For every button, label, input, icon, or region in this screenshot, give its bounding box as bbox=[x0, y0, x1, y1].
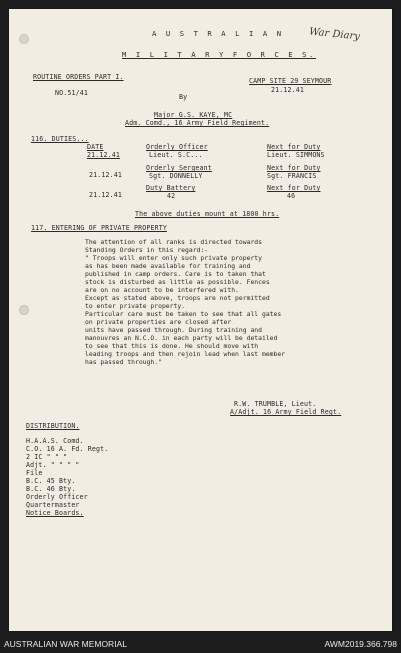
distribution-heading: DISTRIBUTION. bbox=[26, 422, 80, 430]
archive-footer bbox=[0, 633, 401, 653]
section-117-heading: 117. ENTERING OF PRIVATE PROPERTY bbox=[31, 224, 167, 232]
next-duty-name-2: Sgt. FRANCIS bbox=[267, 172, 317, 180]
orderly-sergeant-label: Orderly Sergeant bbox=[146, 164, 212, 172]
signature-role: A/Adjt. 16 Army Field Regt. bbox=[230, 408, 342, 416]
distribution-item: Adjt. " " " " bbox=[26, 461, 80, 469]
body-line: The attention of all ranks is directed towards bbox=[85, 238, 262, 246]
by-label: By bbox=[179, 93, 188, 101]
body-line: stock is disturbed as little as possible. Fences bbox=[85, 278, 270, 286]
mount-note: The above duties mount at 1800 hrs. bbox=[135, 210, 280, 218]
body-line: manouvres an N.C.O. in each party will be detailed bbox=[85, 334, 278, 342]
distribution-item: File bbox=[26, 469, 43, 477]
body-line: has passed through." bbox=[85, 358, 162, 366]
body-line: are on no account to be interfered with. bbox=[85, 286, 239, 294]
duties-date-value: 21.12.41 bbox=[87, 151, 120, 159]
punch-hole bbox=[19, 305, 29, 315]
body-line: as has been made available for training and bbox=[85, 262, 251, 270]
duty-battery-label: Duty Battery bbox=[146, 184, 196, 192]
body-line: Except as stated above, troops are not permitted bbox=[85, 294, 270, 302]
body-line: leading troops and then rejoin lead when last member bbox=[85, 350, 286, 358]
next-duty-label-2: Next for Duty bbox=[267, 164, 321, 172]
next-duty-label-3: Next for Duty bbox=[267, 184, 321, 192]
handwritten-note: War Diary bbox=[308, 26, 361, 43]
next-duty-value-3: 46 bbox=[287, 192, 296, 200]
body-line: to enter private property. bbox=[85, 302, 186, 310]
row-3-date: 21.12.41 bbox=[89, 191, 122, 199]
orderly-officer-label: Orderly Officer bbox=[146, 143, 208, 151]
signature-name: R.W. TRUMBLE, Lieut. bbox=[234, 400, 317, 408]
orderly-officer-name: Lieut. S.C... bbox=[149, 151, 203, 159]
distribution-item: Quartermaster bbox=[26, 501, 80, 509]
row-2-date: 21.12.41 bbox=[89, 171, 122, 179]
title-line-2: M I L I T A R Y F O R C E S. bbox=[122, 50, 316, 59]
distribution-item: Orderly Officer bbox=[26, 493, 88, 501]
camp-location: CAMP SITE 29 SEYMOUR bbox=[249, 77, 332, 85]
officer-role: Adm. Comd., 16 Army Field Regiment. bbox=[125, 119, 270, 127]
next-duty-name-1: Lieut. SIMMONS bbox=[267, 151, 325, 159]
distribution-item: Notice Boards. bbox=[26, 509, 84, 517]
next-duty-label-1: Next for Duty bbox=[267, 143, 321, 151]
distribution-item: 2 IC " " " bbox=[26, 453, 68, 461]
punch-hole bbox=[19, 34, 29, 44]
body-line: to see that this is done. He should move with bbox=[85, 342, 259, 350]
order-number: NO.51/41 bbox=[55, 89, 88, 97]
duties-date-header: DATE bbox=[87, 143, 104, 151]
routine-orders-heading: ROUTINE ORDERS PART I. bbox=[33, 73, 124, 81]
body-line: on private properties are closed after bbox=[85, 318, 232, 326]
body-line: " Troops will enter only such private property bbox=[85, 254, 262, 262]
footer-archive-name: AUSTRALIAN WAR MEMORIAL bbox=[4, 639, 127, 649]
body-line: Particular care must be taken to see that all gates bbox=[85, 310, 282, 318]
footer-reference-id: AWM2019.366.798 bbox=[324, 639, 397, 649]
order-date: 21.12.41 bbox=[271, 86, 304, 94]
distribution-item: H.A.A.S. Comd. bbox=[26, 437, 84, 445]
officer-name: Major G.S. KAYE, MC bbox=[154, 111, 233, 119]
orderly-sergeant-name: Sgt. DONNELLY bbox=[149, 172, 203, 180]
distribution-item: B.C. 45 Bty. bbox=[26, 477, 76, 485]
distribution-item: B.C. 46 Bty. bbox=[26, 485, 76, 493]
distribution-item: C.O. 16 A. Fd. Regt. bbox=[26, 445, 109, 453]
body-line: units have passed through. During training and bbox=[85, 326, 262, 334]
body-line: Standing Orders in this regard:- bbox=[85, 246, 209, 254]
title-line-1: A U S T R A L I A N bbox=[152, 29, 284, 38]
body-line: published in camp orders. Care is to taken that bbox=[85, 270, 266, 278]
document-page bbox=[9, 9, 392, 631]
duty-battery-value: 42 bbox=[167, 192, 176, 200]
section-116-heading: 116. DUTIES... bbox=[31, 135, 89, 143]
